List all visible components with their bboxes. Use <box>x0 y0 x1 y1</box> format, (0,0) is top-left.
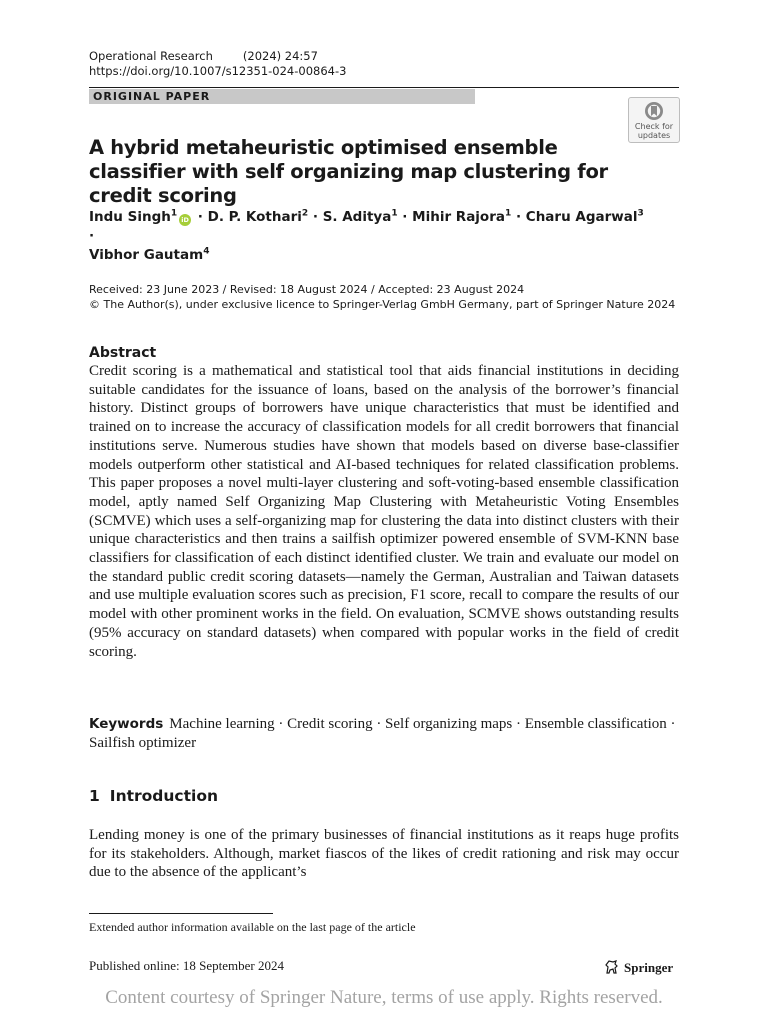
section-title: Introduction <box>109 787 219 805</box>
author-affiliation: 2 <box>301 208 309 219</box>
author-name[interactable]: Mihir Rajora <box>412 209 505 225</box>
keywords-text: Machine learning · Credit scoring · Self organizing maps · Ensemble classification · Sailfish optimizer <box>89 716 676 751</box>
header-rule <box>89 87 679 88</box>
bookmark-circle-icon <box>644 101 664 121</box>
keywords <box>89 715 679 753</box>
courtesy-notice: Content courtesy of Springer Nature, terms of use apply. Rights reserved. <box>105 987 663 1008</box>
author-affiliation: 1 <box>170 208 178 219</box>
section-heading <box>89 787 218 806</box>
author-name[interactable]: Indu Singh <box>89 209 171 225</box>
check-for-updates-badge[interactable] <box>628 97 680 143</box>
published-online: Published online: 18 September 2024 <box>89 958 284 973</box>
springer-horse-icon <box>604 959 620 975</box>
paper-type-label: ORIGINAL PAPER <box>93 90 211 103</box>
author-name[interactable]: D. P. Kothari <box>207 209 302 225</box>
doi-link[interactable]: https://doi.org/10.1007/s12351-024-00864-3 <box>89 64 347 78</box>
author-affiliation: 4 <box>203 246 210 257</box>
author-name[interactable]: Vibhor Gautam <box>89 247 204 263</box>
history-dates: Received: 23 June 2023 / Revised: 18 August 2024 / Accepted: 23 August 2024 <box>89 283 525 296</box>
author-list: Indu Singh$^1$iD · D. P. Kothari$^2$ · S. Aditya$^1$ · Mihir Rajora$^1$ · Charu Agarwal$^3$ · Vibhor Gautam$^4$ <box>89 208 644 263</box>
footnote-text: Extended author information available on the last page of the article <box>89 920 416 934</box>
introduction-text: Lending money is one of the primary businesses of financial institutions as it reaps huge profits for its stakeholders. Although, market fiascos of the likes of credit rationing and risk may occur due to the absence of the applicant’s <box>89 827 679 881</box>
journal-name: Operational Research <box>89 49 213 63</box>
journal-volume: (2024) 24:57 <box>242 49 318 63</box>
author-affiliation: 3 <box>637 208 644 219</box>
paper-type-bar <box>89 89 475 104</box>
author-affiliation: 1 <box>504 208 512 219</box>
orcid-icon[interactable]: iD <box>179 214 191 226</box>
keywords-label: Keywords <box>89 716 164 732</box>
check-for-updates-label: Check for updates <box>634 122 674 140</box>
copyright-notice: © The Author(s), under exclusive licence to Springer-Verlag GmbH Germany, part of Springer Nature 2024 <box>89 298 676 311</box>
abstract-heading: Abstract <box>89 345 157 361</box>
abstract-text: Credit scoring is a mathematical and statistical tool that aids financial institutions in deciding suitable candidates for the issuance of loans, based on the analysis of the borrower’s financial history. Distinct groups of borrowers have unique characteristics that must be identified and trained on to increase the accuracy of classification models for all credit borrowers that financial institutions serve. Numerous studies have shown that models based on diverse base-classifier models outperform other statistical and AI-based techniques for related classification problems. This paper proposes a novel multi-layer clustering and soft-voting-based ensemble classification model, aptly named Self Organizing Map Clustering with Metaheuristic Voting Ensembles (SCMVE) which uses a self-organizing map for clustering the data into distinct clusters with their unique characteristics and then trains a sailfish optimizer powered ensemble of SVM-KNN base classifiers for classification of each distinct identified cluster. We train and evaluate our model on the standard public credit scoring datasets—namely the German, Australian and Taiwan datasets and use multiple evaluation scores such as precision, F1 score, recall to compare the results of our model with other prominent works in the field. On evaluation, SCMVE shows outstanding results (95% accuracy on standard datasets) when compared with popular works in the field of credit scoring. <box>89 363 679 660</box>
footnote-rule <box>89 913 273 914</box>
section-number: 1 <box>89 787 100 805</box>
springer-logo <box>604 959 673 976</box>
author-name[interactable]: Charu Agarwal <box>525 209 638 225</box>
author-affiliation: 1 <box>391 208 398 219</box>
paper-title: A hybrid metaheuristic optimised ensemble classifier with self organizing map clustering for credit scoring <box>89 136 608 207</box>
journal-line <box>89 49 318 63</box>
author-name[interactable]: S. Aditya <box>322 209 392 225</box>
springer-wordmark: Springer <box>624 960 674 975</box>
